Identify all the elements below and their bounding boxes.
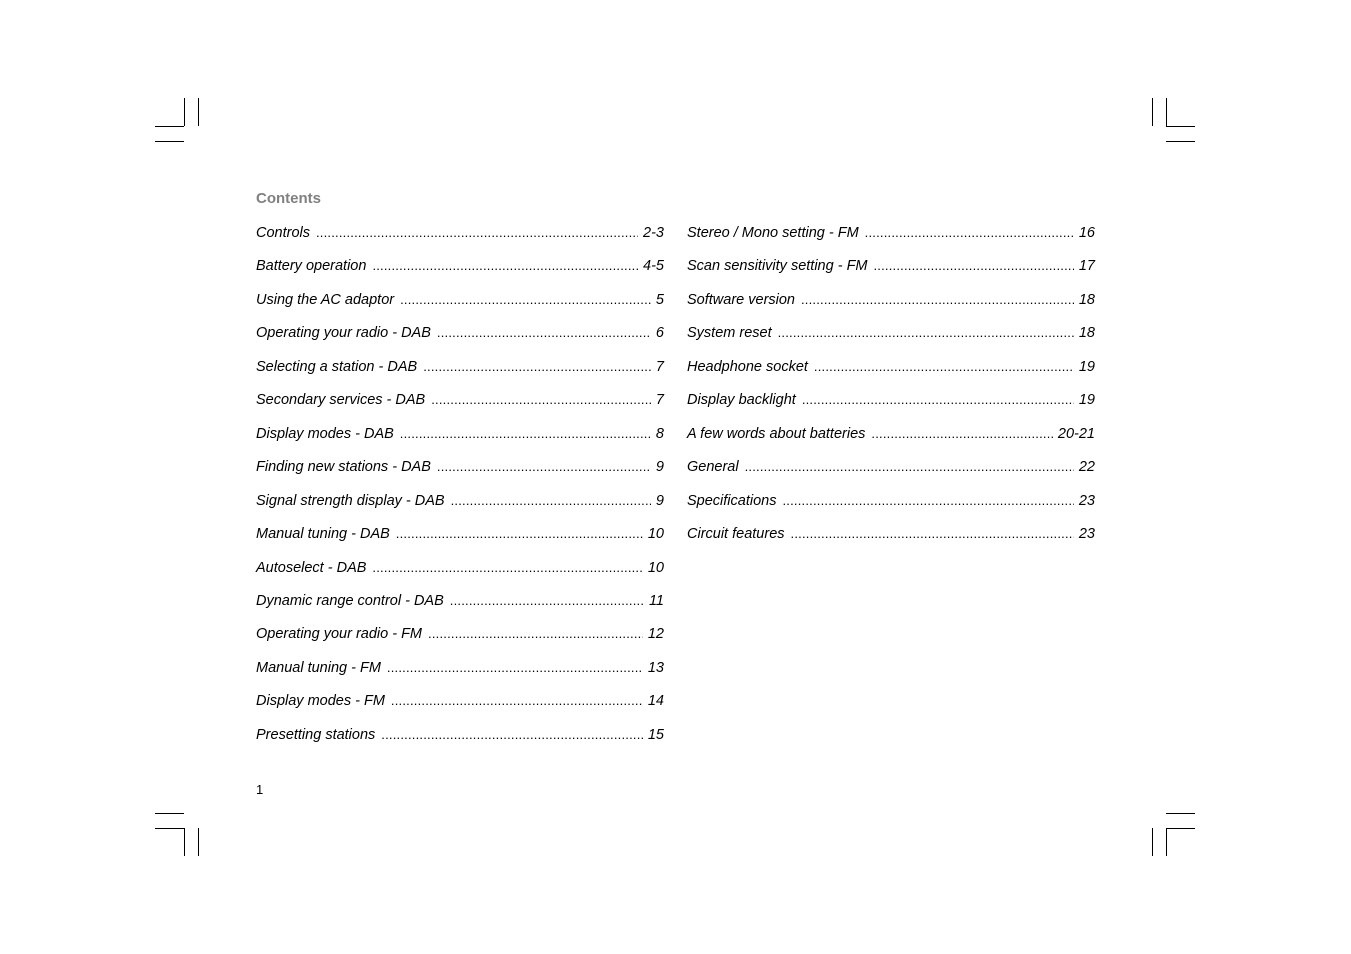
toc-entry[interactable] [687, 356, 1095, 378]
crop-mark [1152, 98, 1153, 126]
toc-entry[interactable] [687, 490, 1095, 512]
dot-leader [782, 490, 1073, 512]
crop-mark [1166, 828, 1195, 829]
toc-entry[interactable] [256, 590, 664, 612]
toc-entry-title: Specifications [687, 492, 777, 509]
dot-leader [428, 623, 643, 645]
toc-entry-title: Manual tuning - DAB [256, 526, 390, 543]
dot-leader [865, 222, 1074, 244]
dot-leader [391, 690, 643, 712]
toc-entry-title: General [687, 459, 739, 476]
toc-entry-title: Using the AC adaptor [256, 291, 395, 308]
dot-leader [381, 724, 643, 746]
crop-mark [198, 828, 199, 856]
toc-entry-title: Secondary services - DAB [256, 392, 426, 409]
toc-entry-page: 10 [647, 526, 664, 543]
toc-entry-title: Display modes - DAB [256, 425, 394, 442]
toc-entry-title: A few words about batteries [687, 425, 866, 442]
dot-leader [431, 389, 651, 411]
toc-entry[interactable] [687, 389, 1095, 411]
toc-entry-title: Display backlight [687, 392, 796, 409]
toc-entry-page: 17 [1078, 258, 1095, 275]
page-number: 1 [256, 782, 264, 797]
dot-leader [316, 222, 638, 244]
toc-entry-page: 7 [655, 358, 664, 375]
crop-mark [184, 828, 185, 856]
toc-entry[interactable] [687, 222, 1095, 244]
crop-mark [1166, 813, 1195, 814]
dot-leader [745, 456, 1074, 478]
toc-entry-page: 10 [647, 559, 664, 576]
toc-entry-title: Headphone socket [687, 358, 808, 375]
toc-entry-title: Selecting a station - DAB [256, 358, 418, 375]
dot-leader [423, 356, 651, 378]
dot-leader [400, 423, 651, 445]
dot-leader [437, 456, 651, 478]
toc-entry-page: 7 [655, 392, 664, 409]
crop-mark [1166, 126, 1195, 127]
toc-entry-page: 2-3 [643, 225, 664, 241]
toc-entry-title: Finding new stations - DAB [256, 459, 431, 476]
toc-entry-page: 11 [648, 592, 664, 609]
dot-leader [400, 289, 651, 311]
dot-leader [450, 590, 644, 612]
toc-entry[interactable] [256, 724, 664, 746]
dot-leader [814, 356, 1074, 378]
toc-entry[interactable] [256, 222, 664, 244]
crop-mark [1166, 828, 1167, 856]
crop-mark [155, 141, 184, 142]
toc-entry-title: Manual tuning - FM [256, 659, 381, 676]
toc-entry[interactable] [256, 490, 664, 512]
crop-mark [1166, 98, 1167, 126]
dot-leader [451, 490, 651, 512]
toc-entry-page: 9 [655, 459, 664, 476]
toc-entry[interactable] [256, 389, 664, 411]
toc-entry-title: Dynamic range control - DAB [256, 592, 444, 609]
dot-leader [372, 557, 642, 579]
toc-entry-page: 23 [1078, 492, 1095, 509]
toc-entry[interactable] [256, 623, 664, 645]
dot-leader [801, 289, 1074, 311]
toc-entry-page: 9 [655, 492, 664, 509]
toc-entry-page: 12 [647, 626, 664, 643]
toc-entry-page: 19 [1078, 392, 1095, 409]
toc-entry-page: 20-21 [1057, 425, 1095, 442]
toc-entry-page: 15 [647, 726, 664, 743]
toc-entry[interactable] [256, 255, 664, 277]
toc-entry-title: Operating your radio - DAB [256, 325, 431, 342]
crop-mark [1152, 828, 1153, 856]
toc-entry[interactable] [687, 255, 1095, 277]
toc-entry[interactable] [256, 322, 664, 344]
toc-entry-title: Presetting stations [256, 726, 376, 743]
page-title: Contents [256, 190, 321, 207]
toc-entry-page: 23 [1078, 526, 1095, 543]
toc-entry-title: Scan sensitivity setting - FM [687, 258, 868, 275]
toc-entry-title: Circuit features [687, 526, 785, 543]
toc-entry-page: 18 [1078, 325, 1095, 342]
dot-leader [396, 523, 643, 545]
toc-entry-page: 5 [655, 291, 664, 308]
toc-entry[interactable] [256, 356, 664, 378]
toc-entry-page: 19 [1078, 358, 1095, 375]
dot-leader [874, 255, 1074, 277]
toc-entry-title: Software version [687, 291, 795, 308]
crop-mark [1166, 141, 1195, 142]
dot-leader [437, 322, 651, 344]
toc-entry-page: 18 [1078, 291, 1095, 308]
toc-entry[interactable] [256, 456, 664, 478]
toc-entry-page: 14 [647, 693, 664, 710]
dot-leader [387, 657, 643, 679]
toc-entry[interactable] [256, 289, 664, 311]
dot-leader [871, 423, 1053, 445]
crop-mark [155, 813, 184, 814]
toc-entry-page: 13 [647, 659, 664, 676]
toc-entry-title: System reset [687, 325, 772, 342]
dot-leader [802, 389, 1074, 411]
toc-entry-title: Operating your radio - FM [256, 626, 423, 643]
toc-entry-title: Display modes - FM [256, 693, 385, 710]
crop-mark [155, 828, 184, 829]
toc-entry[interactable] [256, 557, 664, 579]
toc-entry[interactable] [256, 657, 664, 679]
crop-mark [155, 126, 184, 127]
toc-entry[interactable] [256, 690, 664, 712]
toc-entry-title: Battery operation [256, 258, 367, 275]
crop-mark [198, 98, 199, 126]
toc-entry-title: Controls [256, 225, 310, 241]
toc-entry[interactable] [687, 423, 1095, 445]
toc-entry[interactable] [687, 523, 1095, 545]
toc-entry[interactable] [687, 322, 1095, 344]
toc-entry-page: 16 [1078, 225, 1095, 241]
toc-entry-title: Autoselect - DAB [256, 559, 367, 576]
toc-entry[interactable] [687, 289, 1095, 311]
toc-entry[interactable] [687, 456, 1095, 478]
toc-entry[interactable] [256, 423, 664, 445]
crop-mark [184, 98, 185, 126]
toc-entry-page: 8 [655, 425, 664, 442]
toc-entry[interactable] [256, 523, 664, 545]
dot-leader [372, 255, 638, 277]
toc-entry-page: 6 [655, 325, 664, 342]
toc-entry-page: 22 [1078, 459, 1095, 476]
dot-leader [791, 523, 1074, 545]
toc-entry-page: 4-5 [643, 258, 664, 275]
toc-entry-title: Signal strength display - DAB [256, 492, 445, 509]
toc-entry-title: Stereo / Mono setting - FM [687, 225, 859, 241]
dot-leader [778, 322, 1074, 344]
